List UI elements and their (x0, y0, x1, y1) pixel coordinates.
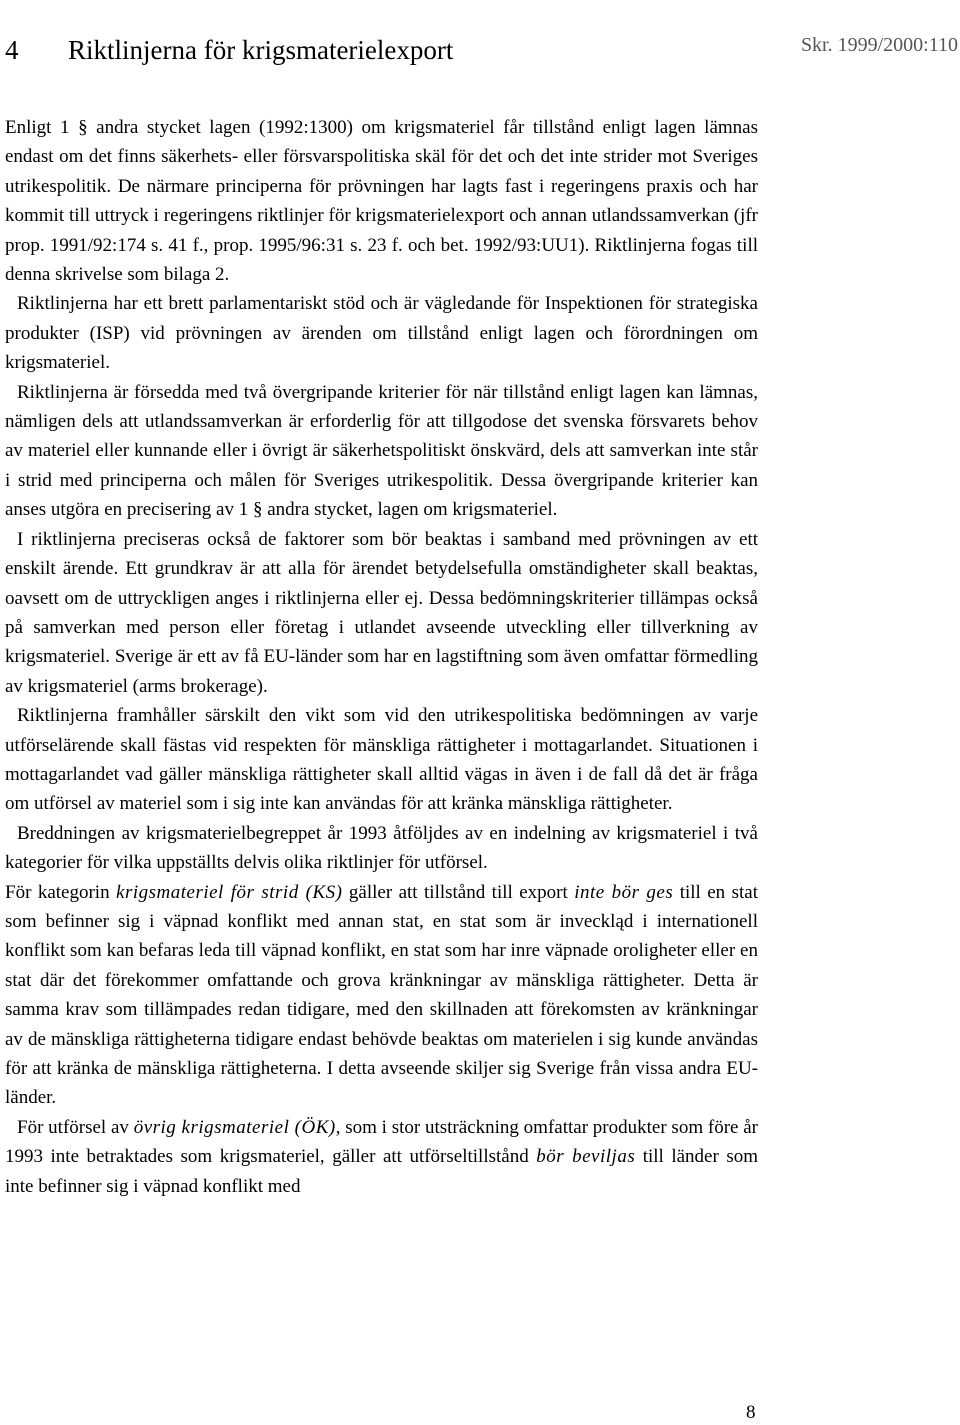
paragraph-6: Breddningen av krigsmaterielbegreppet år 1993 åtföljdes av en indelning av krigsmateriel i två kategorier för vilka uppställts delvis olika riktlinjer för utförsel. (5, 822, 758, 874)
chapter-number: 4 (5, 35, 19, 65)
paragraph-7-text-a: För kategorin (5, 881, 117, 903)
emphasis-inte-bor-ges: inte bör ges (574, 881, 674, 903)
page-header (0, 30, 960, 70)
paragraph-1: Enligt 1 § andra stycket lagen (1992:1300) om krigsmateriel får tillstånd enligt lagen lämnas endast om det finns säkerhets- eller försvarspolitiska skäl för det och det inte strider mot Sveriges utrikespolitik. De närmare principerna för prövningen har lagts fast i regeringens praxis och har kommit till uttryck i regeringens riktlinjer för krigsmaterielexport och annan utlandssamverkan (jfr prop. 1991/92:174 s. 41 f., prop. 1995/96:31 s. 23 f. och bet. 1992/93:UU1). Riktlinjerna fogas till denna skrivelse som bilaga 2. (5, 117, 758, 286)
paragraph-7 (5, 878, 758, 1113)
page-number: 8 (746, 1402, 756, 1423)
chapter-heading (5, 30, 453, 70)
paragraph-3: Riktlinjerna är försedda med två övergripande kriterier för när tillstånd enligt lagen kan lämnas, nämligen dels att utlandssamverkan är erforderlig för att tillgodose det svenska försvarets behov av materiel eller kunnande eller i övrigt är säkerhetspolitiskt önskvärd, dels att samverkan inte står i strid med principerna och målen för Sveriges utrikespolitik. Dessa övergripande kriterier kan anses utgöra en precisering av 1 § andra stycket, lagen om krigsmateriel. (5, 381, 758, 521)
emphasis-ok: övrig krigsmateriel (ÖK) (133, 1116, 336, 1138)
paragraph-2: Riktlinjerna har ett brett parlamentariskt stöd och är vägledande för Inspektionen för strategiska produkter (ISP) vid prövningen av ärenden om tillstånd enligt lagen och förordningen om krigsmateriel. (5, 293, 758, 374)
body-text (5, 113, 758, 1201)
paragraph-8-text-b: , som i stor utsträckning omfattar produkter som före år 1993 inte betraktades som krigsmateriel, gäller att utförseltillstånd (5, 1116, 758, 1168)
emphasis-bor-beviljas: bör beviljas (536, 1146, 636, 1168)
chapter-title: Riktlinjerna för krigsmaterielexport (68, 35, 454, 65)
paragraph-8 (5, 1113, 758, 1201)
paragraph-8-text-a: För utförsel av (17, 1116, 134, 1138)
document-reference: Skr. 1999/2000:110 (800, 34, 958, 56)
paragraph-7-text-c: till en stat som befinner sig i väpnad konflikt med annan stat, en stat som är inveckląd i internationell konflikt som kan befaras leda till väpnad konflikt, en stat som har inre väpnade oroligheter eller en stat där det förekommer omfattande och grova kränkningar av mänskliga rättigheter. Detta är samma krav som tillämpades redan tidigare, med den skillnaden att förekomsten av kränkningar av de mänskliga rättigheterna tidigare endast behövde beaktas om materielen i sig kunde användas för att kränka de mänskliga rättigheterna. I detta avseende skiljer sig Sverige från vissa andra EU-länder. (5, 881, 758, 1109)
paragraph-4: I riktlinjerna preciseras också de faktorer som bör beaktas i samband med prövningen av ett enskilt ärende. Ett grundkrav är att alla för ärendet betydelsefulla omständigheter skall beaktas, oavsett om de uttryckligen anges i riktlinjerna eller ej. Dessa bedömningskriterier tillämpas också på samverkan med person eller företag i utlandet avseende utveckling eller tillverkning av krigsmateriel. Sverige är ett av få EU-länder som har en lagstiftning som även omfattar förmedling av krigsmateriel (arms brokerage). (5, 528, 758, 697)
paragraph-8-text-c: till länder som inte befinner sig i väpnad konflikt med (5, 1146, 758, 1197)
emphasis-ks: krigsmateriel för strid (KS) (116, 881, 343, 903)
paragraph-7-text-b: gäller att tillstånd till export (342, 881, 575, 903)
paragraph-5: Riktlinjerna framhåller särskilt den vikt som vid den utrikespolitiska bedömningen av varje utförselärende skall fästas vid respekten för mänskliga rättigheter i mottagarlandet. Situationen i mottagarlandet vad gäller mänskliga rättigheter skall alltid vägas in även i de fall då det är fråga om utförsel av materiel som i sig inte kan användas för att kränka mänskliga rättigheter. (5, 705, 758, 815)
